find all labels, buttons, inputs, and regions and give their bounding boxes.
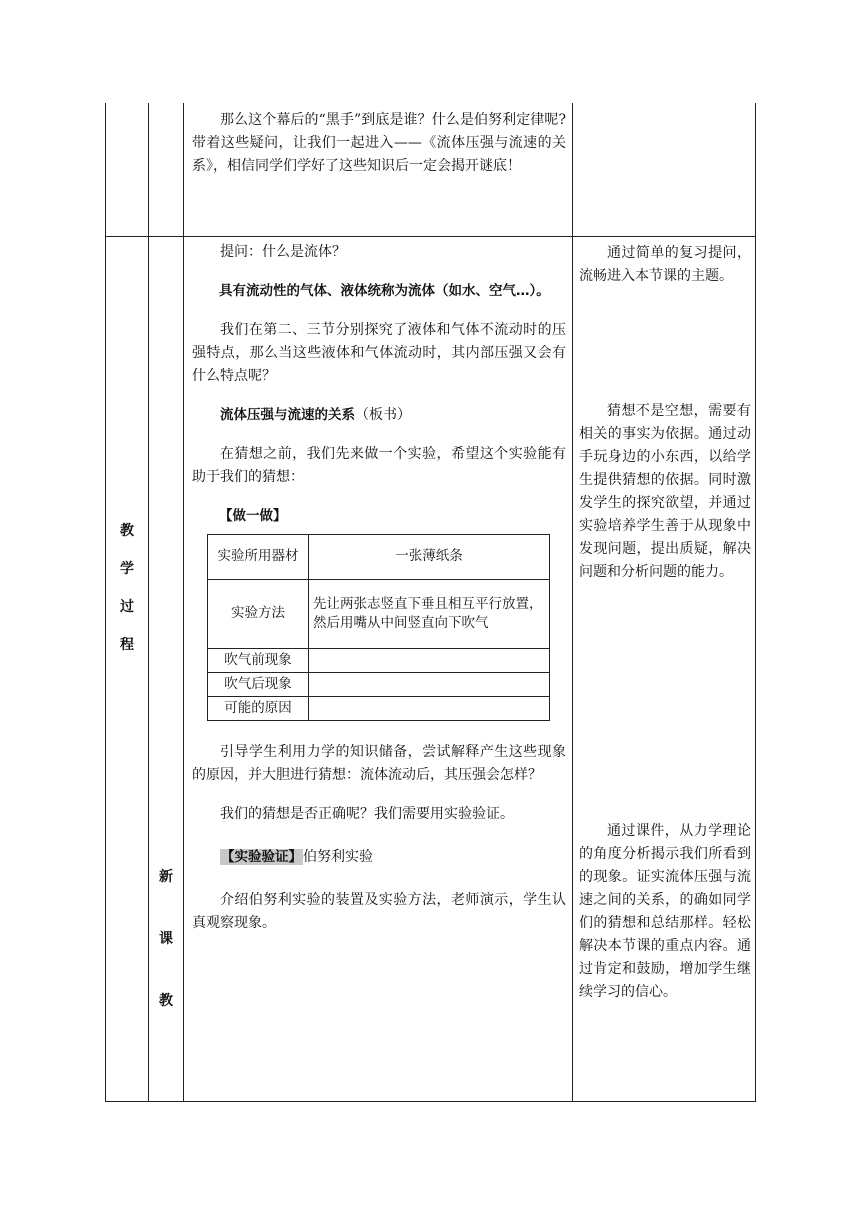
inner-label-char: 课: [159, 930, 173, 947]
pre-experiment-paragraph: 在猜想之前，我们先来做一个实验，希望这个实验能有助于我们的猜想：: [192, 445, 566, 485]
do-it-heading: 【做一做】: [219, 507, 287, 524]
guide-paragraph: 引导学生利用力学的知识储备，尝试解释产生这些现象的原因，并大胆进行猜想：流体流动后，其压强会怎样？: [192, 743, 566, 783]
experiment-table: [207, 534, 550, 721]
lesson-content-cell: [184, 236, 573, 1101]
table-row: [208, 696, 550, 720]
note-courseware: 通过课件，从力学理论的角度分析揭示我们所看到的现象。证实流体压强与流速之间的关系，的确如同学们的猜想和总结那样。轻松解决本节课的重点内容。通过肯定和鼓励，增加学生继续学习的信心。: [579, 822, 751, 1000]
transition-paragraph: 我们在第二、三节分别探究了液体和气体不流动时的压强特点，那么当这些液体和气体流动时，其内部压强又会有什么特点呢？: [192, 321, 566, 384]
table-row: [208, 534, 550, 579]
row-label: 实验方法: [208, 579, 309, 648]
row-label: 吹气后现象: [208, 672, 309, 696]
intro-note-cell: [573, 103, 756, 236]
outer-label-char: 程: [120, 636, 134, 653]
row-value: 一张薄纸条: [309, 534, 550, 579]
topic-title: 流体压强与流速的关系: [220, 406, 355, 423]
outer-label-char: 教: [120, 522, 134, 539]
note-review: 通过简单的复习提问，流畅进入本节课的主题。: [579, 244, 751, 284]
row-value: [309, 648, 550, 672]
design-notes-cell: [573, 236, 756, 1101]
verify-line: [192, 846, 566, 869]
verify-question: 我们的猜想是否正确呢？我们需要用实验验证。: [220, 805, 514, 822]
fluid-definition: 具有流动性的气体、液体统称为流体（如水、空气…）。: [219, 282, 550, 299]
new-lesson-label: [149, 236, 184, 1101]
lesson-plan-table: [105, 103, 756, 1102]
intro-cell: [184, 103, 573, 236]
question-text: 提问：什么是流体？: [220, 243, 346, 260]
inner-label-char: 新: [159, 868, 173, 885]
table-row: [208, 672, 550, 696]
intro-paragraph: 那么这个幕后的“黑手”到底是谁？什么是伯努利定律呢?带着这些疑问，让我们一起进入——《流体压强与流速的关系》，相信同学们学好了这些知识后一定会揭开谜底！: [192, 112, 566, 174]
table-row: [208, 648, 550, 672]
verify-tag: 【实验验证】: [221, 848, 302, 865]
inner-label-cell-top: [149, 103, 184, 236]
row-label: 实验所用器材: [208, 534, 309, 579]
bernoulli-intro-paragraph: 介绍伯努利实验的装置及实验方法，老师演示，学生认真观察现象。: [192, 891, 566, 931]
note-guess: 猜想不是空想，需要有相关的事实为依据。通过动手玩身边的小东西，以给学生提供猜想的依据。同时激发学生的探究欲望，并通过实验培养学生善于从现象中发现问题，提出质疑，解决问题和分析问题的能力。: [579, 402, 751, 580]
row-label: 可能的原因: [208, 696, 309, 720]
row-value: [309, 696, 550, 720]
outer-label-char: 学: [120, 560, 134, 577]
topic-note: （板书）: [355, 406, 411, 423]
intro-row: [106, 103, 756, 236]
outer-label-cell-top: [106, 103, 149, 236]
row-value: [309, 672, 550, 696]
topic-line: [192, 404, 566, 427]
row-label: 吹气前现象: [208, 648, 309, 672]
verify-title: 伯努利实验: [303, 848, 373, 865]
inner-label-char: 教: [159, 992, 173, 1009]
new-lesson-row: [106, 236, 756, 1101]
row-value: 先让两张志竖直下垂且相互平行放置，然后用嘴从中间竖直向下吹气: [309, 579, 550, 648]
teaching-process-label: [106, 236, 149, 1101]
table-row: [208, 579, 550, 648]
outer-label-char: 过: [120, 598, 134, 615]
